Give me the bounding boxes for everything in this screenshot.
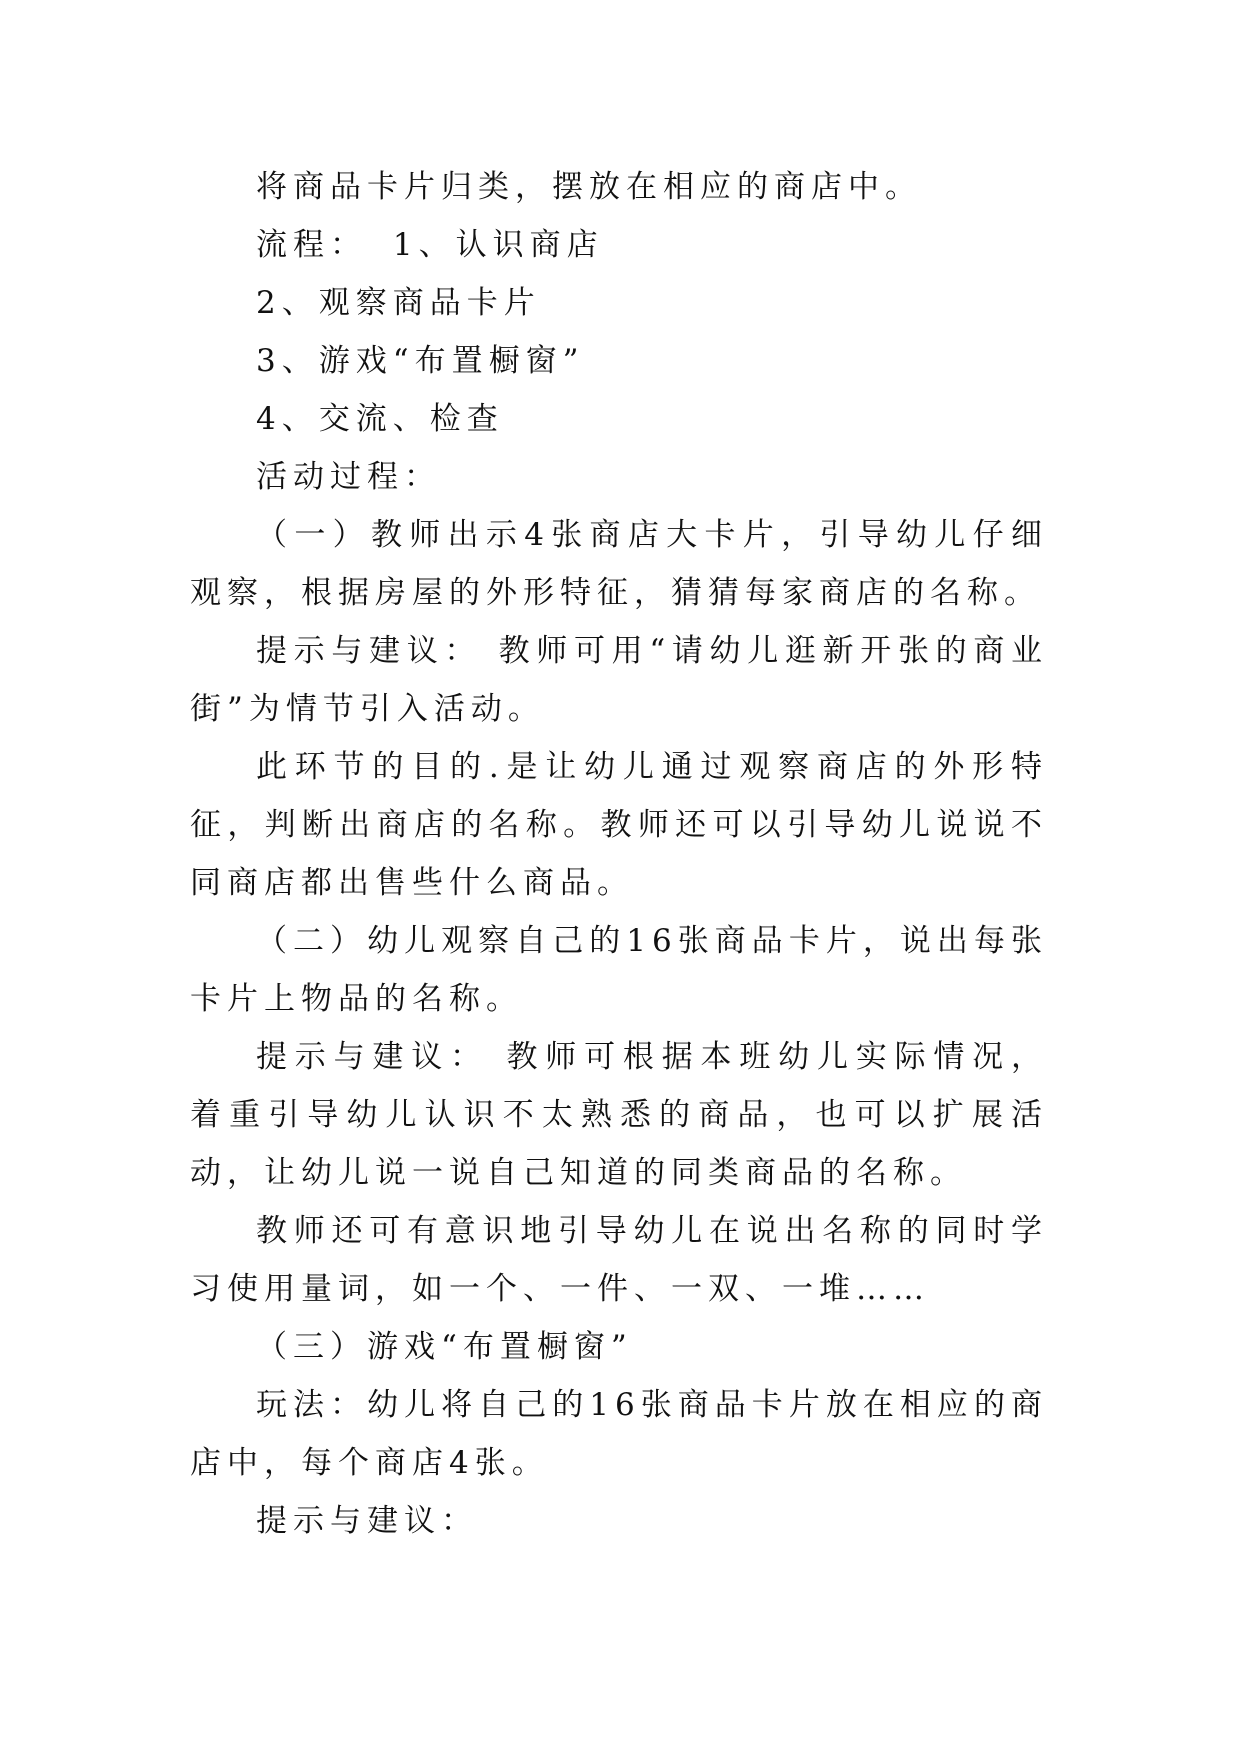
- paragraph-flow-step-4: 4、交流、检查: [256, 401, 504, 437]
- paragraph-tip-one: 提示与建议： 教师可用“请幼儿逛新开张的商业街”为情节引入活动。: [190, 633, 1048, 727]
- paragraph-flow-step-1: 流程： 1、认识商店: [256, 227, 604, 263]
- paragraph-purpose: 此环节的目的.是让幼儿通过观察商店的外形特征，判断出商店的名称。教师还可以引导幼儿说说不同商店都出售些什么商品。: [190, 749, 1048, 901]
- paragraph-classify-cards: 将商品卡片归类，摆放在相应的商店中。: [256, 169, 922, 205]
- paragraph-how-to-play: 玩法：幼儿将自己的16张商品卡片放在相应的商店中，每个商店4张。: [190, 1387, 1048, 1481]
- paragraph-flow-step-2: 2、观察商品卡片: [256, 285, 541, 321]
- paragraph-flow-step-3: 3、游戏“布置橱窗”: [256, 343, 585, 379]
- document-body: [190, 158, 1048, 1550]
- paragraph-section-two: （二）幼儿观察自己的16张商品卡片，说出每张卡片上物品的名称。: [190, 923, 1048, 1017]
- paragraph-tip-three: 提示与建议：: [256, 1503, 478, 1539]
- paragraph-section-three: （三）游戏“布置橱窗”: [256, 1329, 633, 1365]
- paragraph-activity-process-heading: 活动过程：: [256, 459, 441, 495]
- paragraph-measure-words: 教师还可有意识地引导幼儿在说出名称的同时学习使用量词，如一个、一件、一双、一堆……: [190, 1213, 1048, 1307]
- paragraph-section-one: （一）教师出示4张商店大卡片，引导幼儿仔细观察，根据房屋的外形特征，猜猜每家商店的名称。: [190, 517, 1048, 611]
- paragraph-tip-two: 提示与建议： 教师可根据本班幼儿实际情况，着重引导幼儿认识不太熟悉的商品，也可以扩展活动，让幼儿说一说自己知道的同类商品的名称。: [190, 1039, 1048, 1191]
